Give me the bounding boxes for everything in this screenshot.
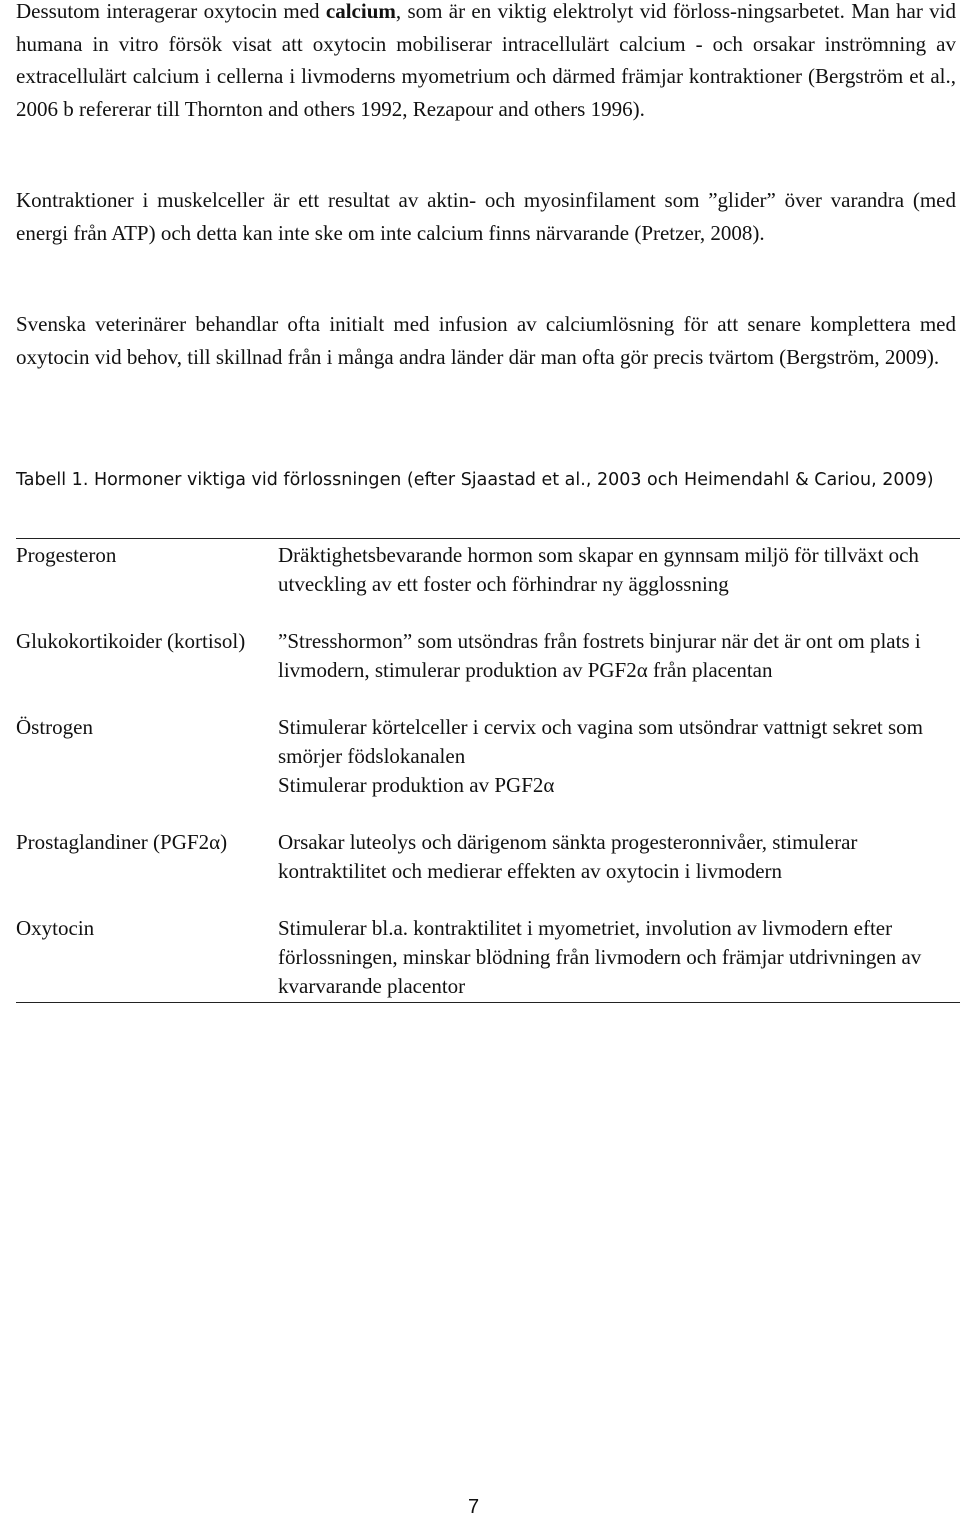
paragraph-swedish-vets: Svenska veterinärer behandlar ofta initialt med infusion av calciumlösning för att senare komplettera med oxytocin vid behov, till skillnad från i många andra länder där man ofta gör precis tvärtom (Bergström, 2009). — [16, 312, 956, 369]
hormone-description-cell: Dräktighetsbevarande hormon som skapar en gynnsam miljö för tillväxt och utveckling av ett foster och förhindrar ny ägglossning — [278, 543, 919, 596]
hormone-description-cell: ”Stresshormon” som utsöndras från fostrets binjurar när det är ont om plats i livmodern, stimulerar produktion av PGF2α från placentan — [278, 629, 921, 682]
page-number: 7 — [468, 1496, 480, 1518]
hormone-name-cell: Prostaglandiner (PGF2α) — [16, 830, 228, 854]
hormone-name-cell: Progesteron — [16, 543, 117, 567]
table-caption: Tabell 1. Hormoner viktiga vid förlossningen (efter Sjaastad et al., 2003 och Heimendahl & Cariou, 2009) — [16, 470, 934, 490]
hormone-name-cell: Glukokortikoider (kortisol) — [16, 629, 246, 653]
paragraph-calcium-keyword: calcium — [325, 0, 396, 23]
hormone-description-cell: Orsakar luteolys och därigenom sänkta progesteronnivåer, stimulerar kontraktilitet och medierar effekten av oxytocin i livmodern — [278, 830, 858, 883]
paragraph-contractions: Kontraktioner i muskelceller är ett resultat av aktin- och myosinfilament som ”glider” över varandra (med energi från ATP) och detta kan inte ske om inte calcium finns närvarande (Pretzer, 2008). — [16, 188, 956, 245]
table-row — [16, 914, 960, 1002]
hormone-name-cell: Oxytocin — [16, 916, 95, 940]
table-row — [16, 713, 960, 800]
hormone-description-cell: Stimulerar körtelceller i cervix och vagina som utsöndrar vattnigt sekret som smörjer födslokanalen Stimulerar produktion av PGF2α — [278, 715, 923, 797]
paragraph-calcium-rest: , som är en viktig elektrolyt vid förloss-ningsarbetet. Man har vid humana in vitro försök visat att oxytocin mobiliserar intracellulärt calcium - och orsakar inströmning av extracellulärt calcium i cellerna i livmoderns myometrium och därmed främjar kontraktioner (Bergström et al., 2006 b refererar till Thornton and others 1992, Rezapour and others 1996). — [16, 0, 957, 121]
hormone-description-cell: Stimulerar bl.a. kontraktilitet i myometriet, involution av livmodern efter förlossningen, minskar blödning från livmodern och främjar utdrivningen av kvarvarande placentor — [278, 916, 922, 998]
table-row — [16, 828, 960, 886]
hormone-table — [16, 538, 960, 1003]
paragraph-calcium-intro: Dessutom interagerar oxytocin med — [16, 0, 326, 23]
table-row — [16, 541, 960, 599]
hormone-name-cell: Östrogen — [16, 715, 93, 739]
table-row — [16, 627, 960, 685]
paragraph-calcium — [16, 0, 956, 125]
